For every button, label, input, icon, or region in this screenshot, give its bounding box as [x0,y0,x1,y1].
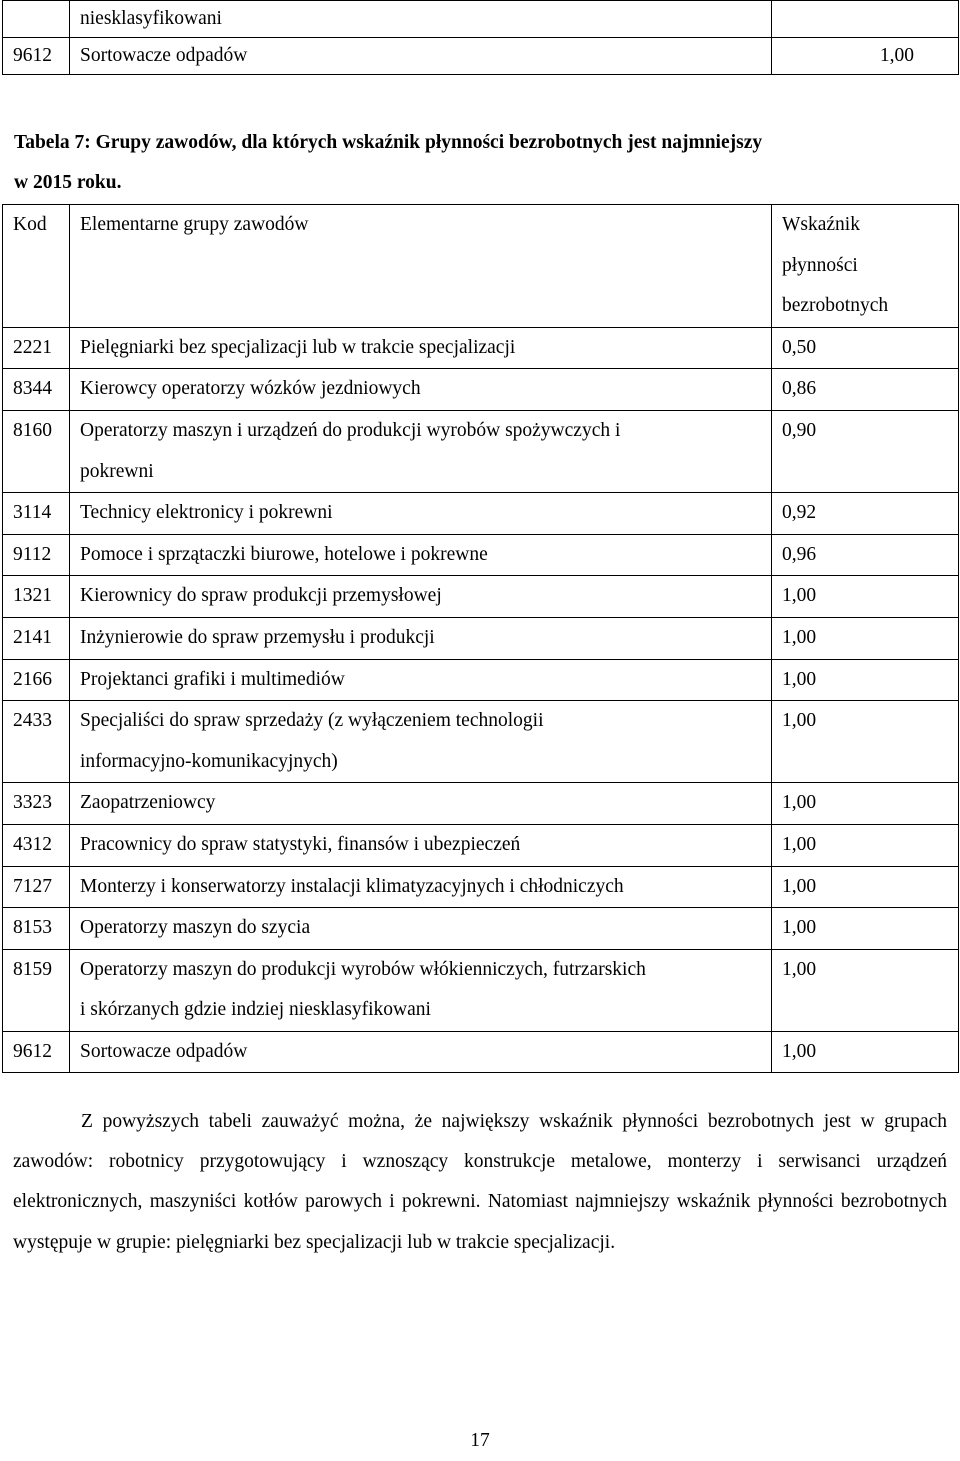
row-name-line: Technicy elektronicy i pokrewni [80,502,333,524]
row-name [70,369,772,411]
row-value: 1,00 [772,617,959,659]
table-row [3,576,959,618]
row-name-line: Operatorzy maszyn do szycia [80,917,311,939]
row-name-line: Monterzy i konserwatorzy instalacji klimatyzacyjnych i chłodniczych [80,875,624,897]
row-name: Sortowacze odpadów [70,38,772,75]
table-row [3,493,959,535]
table-row [3,369,959,411]
row-code [3,1,70,38]
row-name-line: Sortowacze odpadów [80,1040,248,1062]
table-row [3,659,959,701]
row-value: 1,00 [772,824,959,866]
row-name-line: Specjaliści do spraw sprzedaży (z wyłączeniem technologii [80,710,544,732]
row-value: 0,50 [772,327,959,369]
header-value-line: płynności [782,254,858,276]
row-name-line: informacyjno-komunikacyjnych) [80,750,338,772]
table-row [3,824,959,866]
row-name-line: Operatorzy maszyn do produkcji wyrobów włókienniczych, futrzarskich [80,958,646,980]
row-name-line: Pracownicy do spraw statystyki, finansów i ubezpieczeń [80,833,521,855]
row-value: 0,90 [772,410,959,492]
row-code: 9612 [3,38,70,75]
table-row [3,701,959,783]
header-value [772,205,959,328]
row-name [70,410,772,492]
table-header-row [3,205,959,328]
table-caption [14,123,934,203]
header-value-line: bezrobotnych [782,295,889,317]
row-name-line: Pomoce i sprzątaczki biurowe, hotelowe i pokrewne [80,543,488,565]
row-name [70,327,772,369]
header-value-line: Wskaźnik [782,214,860,235]
table-row [3,38,959,75]
caption-line-2: w 2015 roku. [14,172,122,193]
row-value: 1,00 [772,949,959,1031]
previous-table-continuation [2,0,959,75]
table-row [3,1,959,38]
row-value: 0,96 [772,534,959,576]
row-code: 8159 [3,949,70,1031]
header-code: Kod [3,205,70,328]
table-row [3,949,959,1031]
row-value: 0,92 [772,493,959,535]
table-row [3,617,959,659]
caption-line-1: Tabela 7: Grupy zawodów, dla których wskaźnik płynności bezrobotnych jest najmniejszy [14,132,763,153]
row-code: 2166 [3,659,70,701]
row-value: 1,00 [772,908,959,950]
row-code: 2141 [3,617,70,659]
row-code: 7127 [3,866,70,908]
row-code: 2433 [3,701,70,783]
row-code: 9612 [3,1031,70,1073]
row-value: 1,00 [772,701,959,783]
row-name [70,701,772,783]
row-name [70,908,772,950]
row-name-line: pokrewni [80,460,154,482]
row-code: 1321 [3,576,70,618]
summary-paragraph: Z powyższych tabeli zauważyć można, że największy wskaźnik płynności bezrobotnych jest w grupach zawodów: robotnicy przygotowujący i wznoszący konstrukcje metalowe, monterzy i serwisanci urządzeń elektronicznych, maszyniści kotłów parowych i pokrewni. Natomiast najmniejszy wskaźnik płynności bezrobotnych występuje w grupie: pielęgniarki bez specjalizacji lub w trakcie specjalizacji. [13,1111,947,1253]
row-name-line: Zaopatrzeniowcy [80,792,216,814]
row-name [70,534,772,576]
row-value: 1,00 [772,783,959,825]
table-row [3,410,959,492]
row-value: 1,00 [772,866,959,908]
row-value: 1,00 [772,659,959,701]
row-name [70,949,772,1031]
row-code: 8344 [3,369,70,411]
row-name [70,576,772,618]
row-name [70,1031,772,1073]
row-value: 0,86 [772,369,959,411]
row-name-line: Kierowcy operatorzy wózków jezdniowych [80,378,421,400]
row-value: 1,00 [772,576,959,618]
table-row [3,327,959,369]
row-name [70,783,772,825]
page-number: 17 [470,1430,490,1451]
row-value [772,1,959,38]
table-row [3,1031,959,1073]
row-name [70,866,772,908]
row-code: 2221 [3,327,70,369]
row-name-line: Pielęgniarki bez specjalizacji lub w trakcie specjalizacji [80,336,516,358]
row-name [70,617,772,659]
occupations-table [2,204,959,1073]
row-value: 1,00 [772,38,959,75]
table-row [3,534,959,576]
table-row [3,866,959,908]
row-code: 4312 [3,824,70,866]
row-name [70,659,772,701]
table-row [3,908,959,950]
row-name-line: Kierownicy do spraw produkcji przemysłowej [80,585,442,607]
row-name-line: i skórzanych gdzie indziej niesklasyfikowani [80,999,431,1021]
row-name [70,824,772,866]
row-name-line: Projektanci grafiki i multimediów [80,668,345,690]
row-name: niesklasyfikowani [70,1,772,38]
row-name-line: Operatorzy maszyn i urządzeń do produkcji wyrobów spożywczych i [80,419,621,441]
row-code: 8160 [3,410,70,492]
row-code: 8153 [3,908,70,950]
row-code: 3114 [3,493,70,535]
row-code: 3323 [3,783,70,825]
header-name: Elementarne grupy zawodów [70,205,772,328]
row-value: 1,00 [772,1031,959,1073]
row-code: 9112 [3,534,70,576]
row-name [70,493,772,535]
row-name-line: Inżynierowie do spraw przemysłu i produkcji [80,626,435,648]
table-row [3,783,959,825]
